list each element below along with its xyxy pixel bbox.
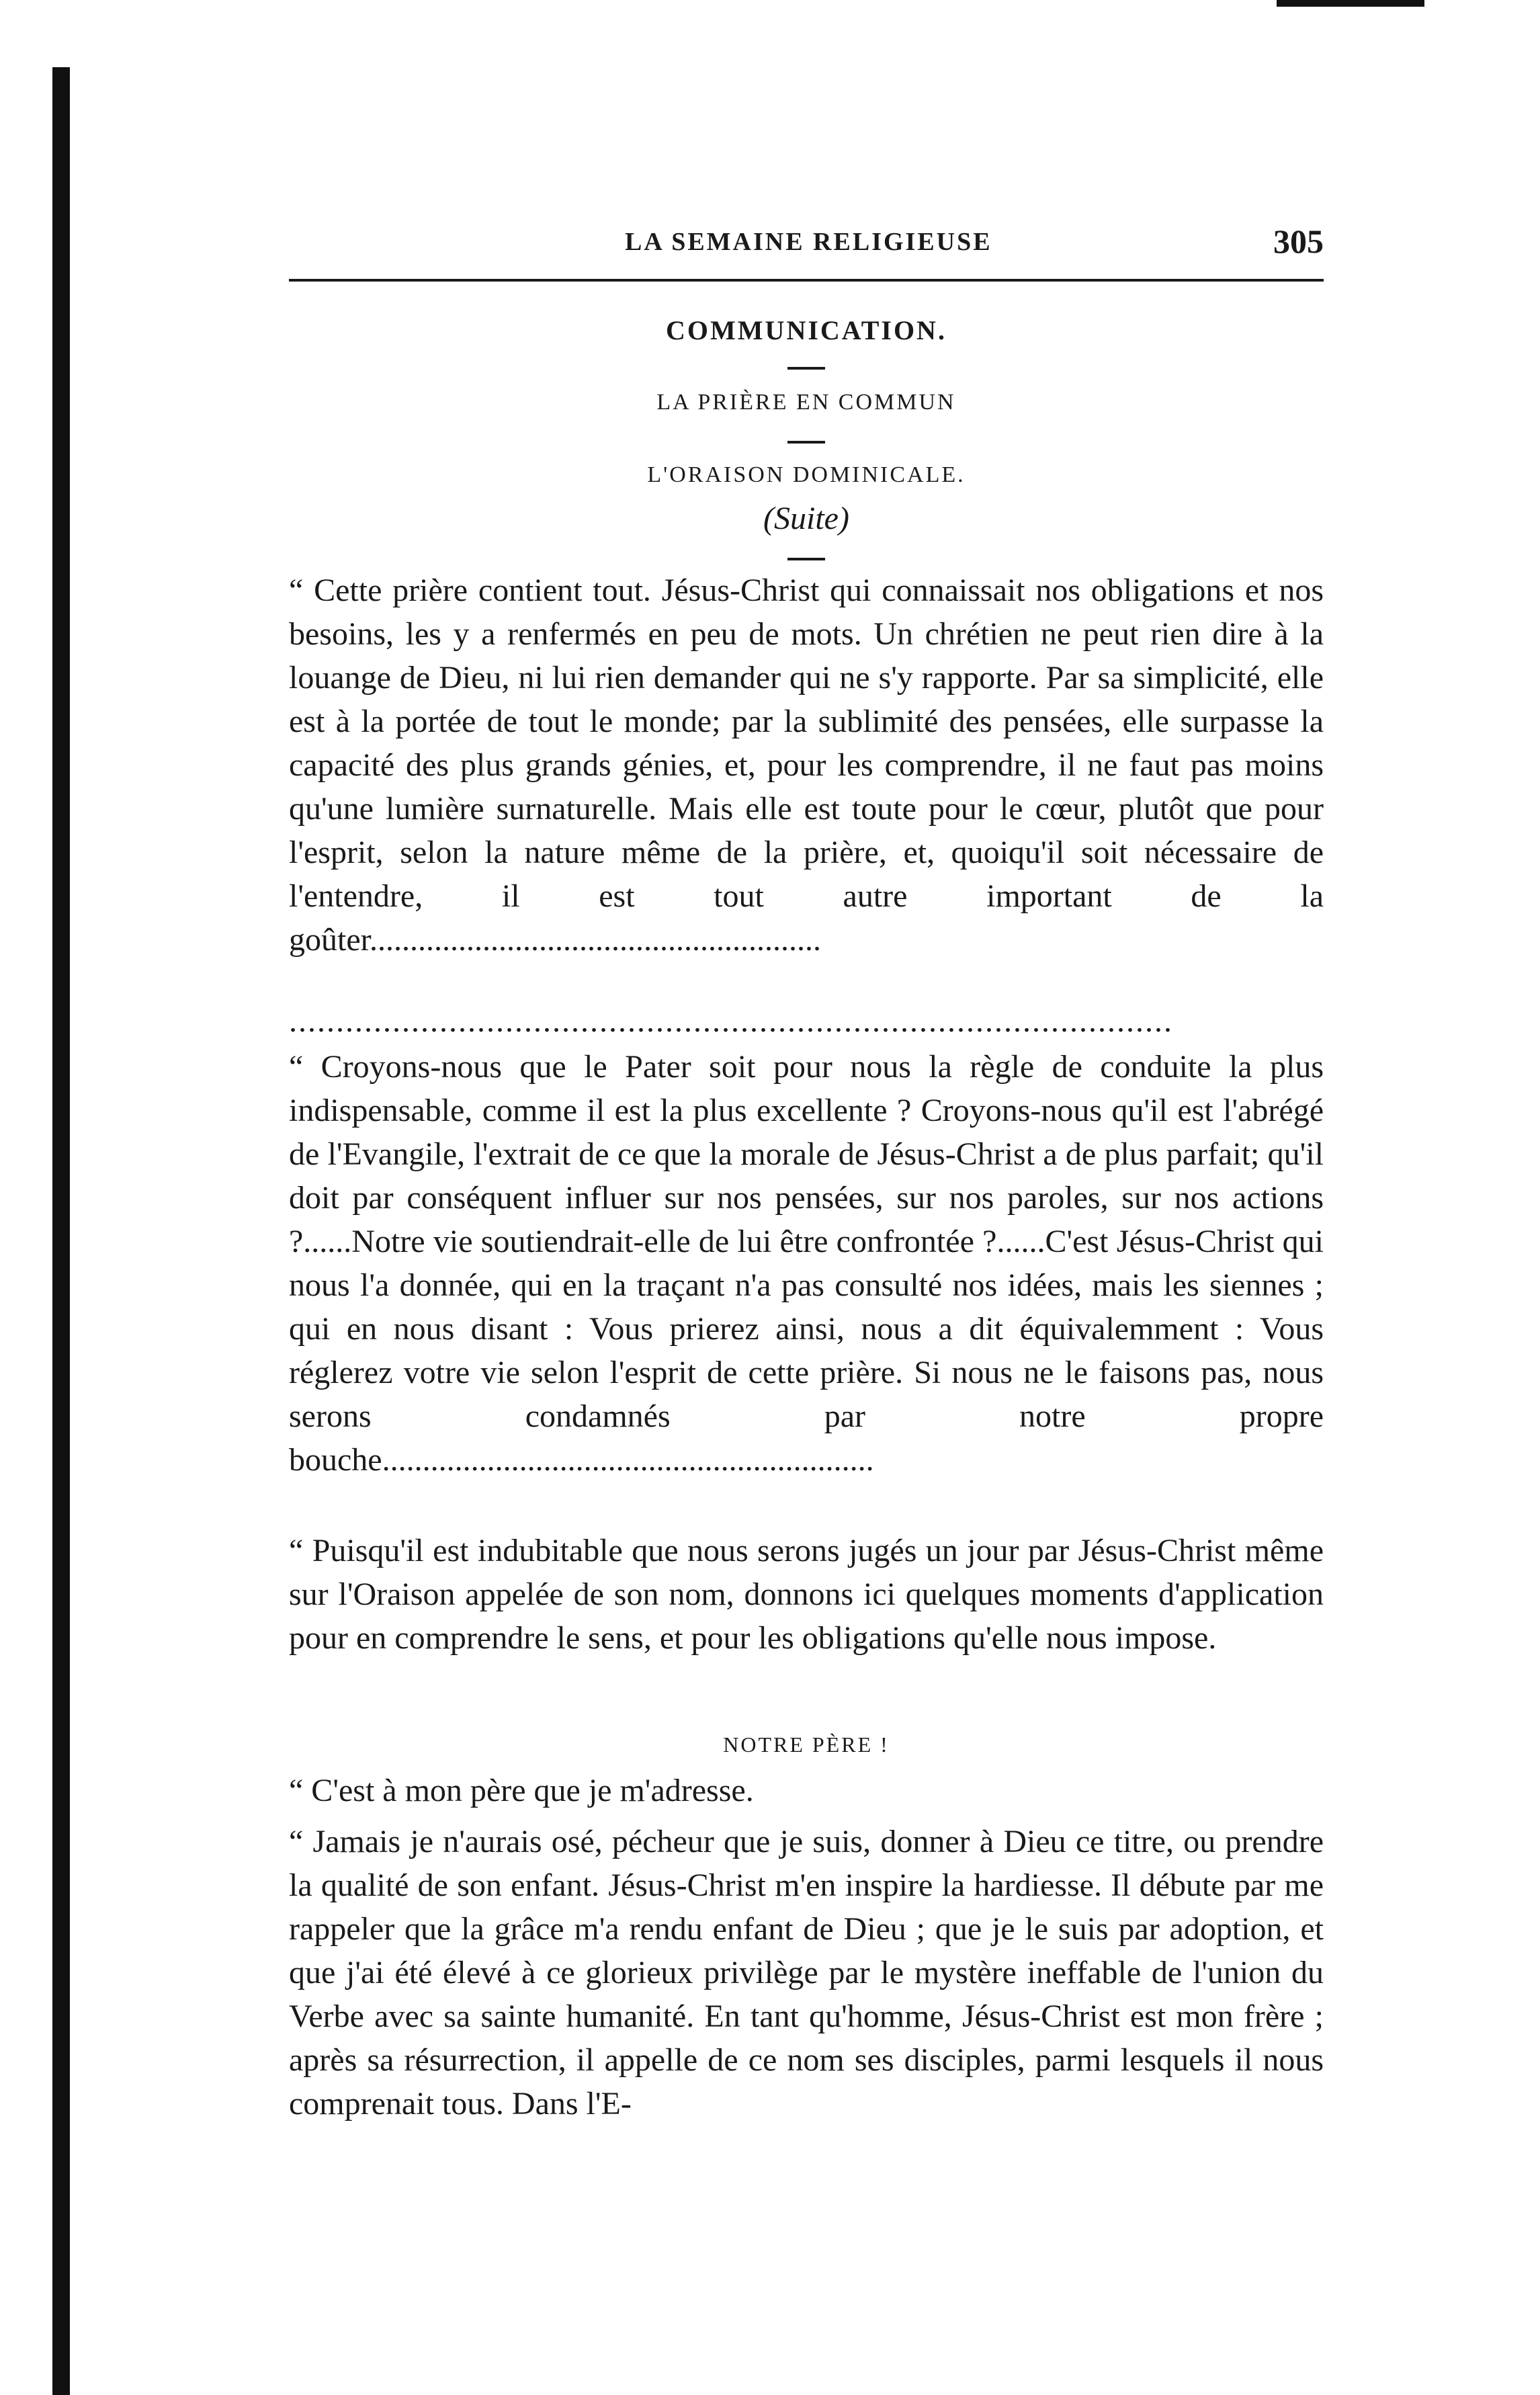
paragraph-4-text: “ C'est à mon père que je m'adresse. [289, 1773, 754, 1808]
paragraph-2-text: “ Croyons-nous que le Pater soit pour nous la règle de conduite la plus indispensable, comme il est la plus excellente ? Croyons-nous qu'il est l'abrégé de l'Evangile, l'extrait de ce que la morale de Jésus-Christ a de plus parfait; qu'il doit par conséquent influer sur nos pensées, sur nos paroles, sur nos actions ?......Notre vie soutiendrait-elle de lui être confrontée ?......C'est Jésus-Christ qui nous l'a donnée, qui en la traçant n'a pas consulté nos idées, mais les siennes ; qui en nous disant : Vous prierez ainsi, nous a dit équivalemment : Vous réglerez votre vie selon l'esprit de cette prière. Si nous ne le faisons pas, nous serons condamnés par notre propre bouche............................................................. [289, 1049, 1324, 1478]
top-edge-mark [1277, 0, 1424, 7]
paragraph-5-text: “ Jamais je n'aurais osé, pécheur que je suis, donner à Dieu ce titre, ou prendre la qualité de son enfant. Jésus-Christ m'en inspire la hardiesse. Il débute par me rappeler que la grâce m'a rendu enfant de Dieu ; que je le suis par adoption, et que j'ai été élevé à ce glorieux privilège par le mystère ineffable de l'union du Verbe avec sa sainte humanité. En tant qu'homme, Jésus-Christ est mon frère ; après sa résurrection, il appelle de ce nom ses disciples, parmi lesquels il nous comprenait tous. Dans l'E- [289, 1824, 1324, 2121]
page-number: 305 [1273, 222, 1324, 260]
paragraph-5 [289, 1820, 1324, 2126]
article-subtitle-2: L'ORAISON DOMINICALE. [647, 462, 966, 487]
article-subtitle: LA PRIÈRE EN COMMUN [656, 390, 956, 415]
suite-dash [787, 558, 825, 560]
subtitle-dash [787, 441, 825, 444]
continuation-note: (Suite) [763, 501, 849, 536]
paragraph-3-text: “ Puisqu'il est indubitable que nous serons jugés un jour par Jésus-Christ même sur l'Oraison appelée de son nom, donnons ici quelques moments d'application pour en comprendre le sens, et pour les obligations qu'elle nous impose. [289, 1533, 1324, 1656]
section-heading: NOTRE PÈRE ! [723, 1732, 890, 1757]
paragraph-1 [289, 569, 1324, 962]
paragraph-3 [289, 1529, 1324, 1660]
title-dash [787, 367, 825, 370]
page-header [289, 222, 1324, 269]
header-rule [289, 279, 1324, 282]
paragraph-2 [289, 1045, 1324, 1482]
article-title: COMMUNICATION. [666, 315, 947, 345]
paragraph-1-text: “ Cette prière contient tout. Jésus-Christ qui connaissait nos obligations et nos besoins, les y a renfermés en peu de mots. Un chrétien ne peut rien dire à la louange de Dieu, ni lui rien demander qui ne s'y rapporte. Par sa simplicité, elle est à la portée de tout le monde; par la sublimité des pensées, elle surpasse la capacité des plus grands génies, et, pour les comprendre, il ne faut pas moins qu'une lumière surnaturelle. Mais elle est toute pour le cœur, plutôt que pour l'esprit, selon la nature même de la prière, et, quoiqu'il soit nécessaire de l'entendre, il est tout autre important de la goûter........................................................ [289, 573, 1324, 958]
paragraph-4 [289, 1769, 1324, 1812]
dot-separator: .............................................................................................. [289, 1008, 1173, 1035]
binding-shadow [52, 67, 70, 2395]
running-head: LA SEMAINE RELIGIEUSE [625, 228, 992, 256]
